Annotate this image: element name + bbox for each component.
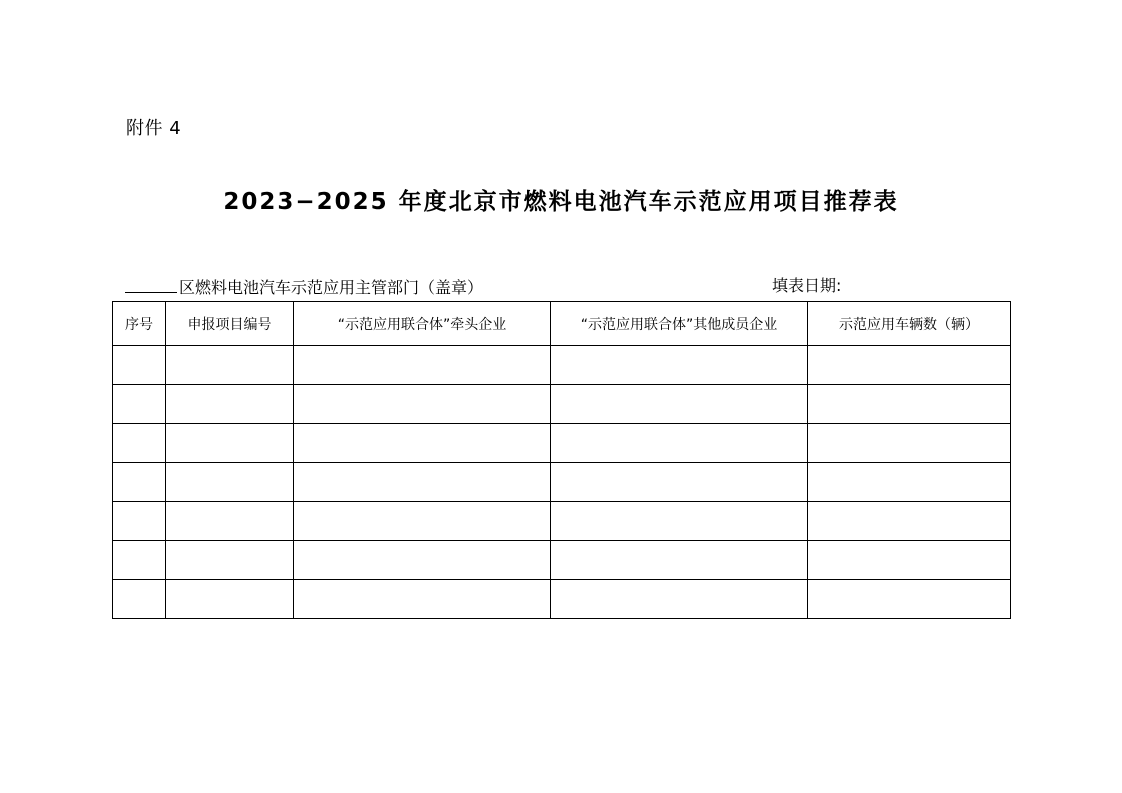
document-title: 2023−2025 年度北京市燃料电池汽车示范应用项目推荐表	[223, 189, 899, 215]
member-enterprises-cell[interactable]	[551, 385, 808, 424]
project-number-cell[interactable]	[166, 541, 294, 580]
recommendation-table	[112, 301, 1011, 619]
vehicle-count-cell[interactable]	[808, 541, 1011, 580]
vehicle-count-cell[interactable]	[808, 580, 1011, 619]
project-number-cell[interactable]	[166, 463, 294, 502]
lead-enterprise-cell[interactable]	[294, 463, 551, 502]
district-blank-field[interactable]	[125, 275, 177, 293]
member-enterprises-cell[interactable]	[551, 346, 808, 385]
table-row	[113, 463, 1011, 502]
lead-enterprise-cell[interactable]	[294, 502, 551, 541]
table-row	[113, 541, 1011, 580]
serial-cell[interactable]	[113, 385, 166, 424]
lead-enterprise-cell[interactable]	[294, 541, 551, 580]
member-enterprises-cell[interactable]	[551, 424, 808, 463]
vehicle-count-cell[interactable]	[808, 502, 1011, 541]
member-enterprises-cell[interactable]	[551, 502, 808, 541]
column-header-lead-enterprise: “示范应用联合体”牵头企业	[294, 302, 551, 346]
department-line	[125, 275, 483, 299]
project-number-cell[interactable]	[166, 346, 294, 385]
serial-cell[interactable]	[113, 502, 166, 541]
project-number-cell[interactable]	[166, 385, 294, 424]
attachment-label: 附件 4	[126, 118, 182, 139]
project-number-cell[interactable]	[166, 502, 294, 541]
member-enterprises-cell[interactable]	[551, 580, 808, 619]
serial-cell[interactable]	[113, 580, 166, 619]
column-header-serial: 序号	[113, 302, 166, 346]
vehicle-count-cell[interactable]	[808, 385, 1011, 424]
table-row	[113, 502, 1011, 541]
member-enterprises-cell[interactable]	[551, 541, 808, 580]
vehicle-count-cell[interactable]	[808, 424, 1011, 463]
lead-enterprise-cell[interactable]	[294, 346, 551, 385]
fill-date-label: 填表日期:	[772, 276, 842, 295]
vehicle-count-cell[interactable]	[808, 463, 1011, 502]
column-header-member-enterprises: “示范应用联合体”其他成员企业	[551, 302, 808, 346]
table-row	[113, 346, 1011, 385]
department-label: 区燃料电池汽车示范应用主管部门（盖章）	[179, 278, 484, 297]
table-row	[113, 424, 1011, 463]
serial-cell[interactable]	[113, 424, 166, 463]
table-header-row	[113, 302, 1011, 346]
table-row	[113, 580, 1011, 619]
serial-cell[interactable]	[113, 541, 166, 580]
vehicle-count-cell[interactable]	[808, 346, 1011, 385]
table-row	[113, 385, 1011, 424]
column-header-vehicle-count: 示范应用车辆数（辆）	[808, 302, 1011, 346]
project-number-cell[interactable]	[166, 580, 294, 619]
column-header-project-number: 申报项目编号	[166, 302, 294, 346]
lead-enterprise-cell[interactable]	[294, 385, 551, 424]
lead-enterprise-cell[interactable]	[294, 580, 551, 619]
member-enterprises-cell[interactable]	[551, 463, 808, 502]
lead-enterprise-cell[interactable]	[294, 424, 551, 463]
fill-date-line	[772, 275, 841, 297]
serial-cell[interactable]	[113, 346, 166, 385]
serial-cell[interactable]	[113, 463, 166, 502]
project-number-cell[interactable]	[166, 424, 294, 463]
table-body	[113, 346, 1011, 619]
